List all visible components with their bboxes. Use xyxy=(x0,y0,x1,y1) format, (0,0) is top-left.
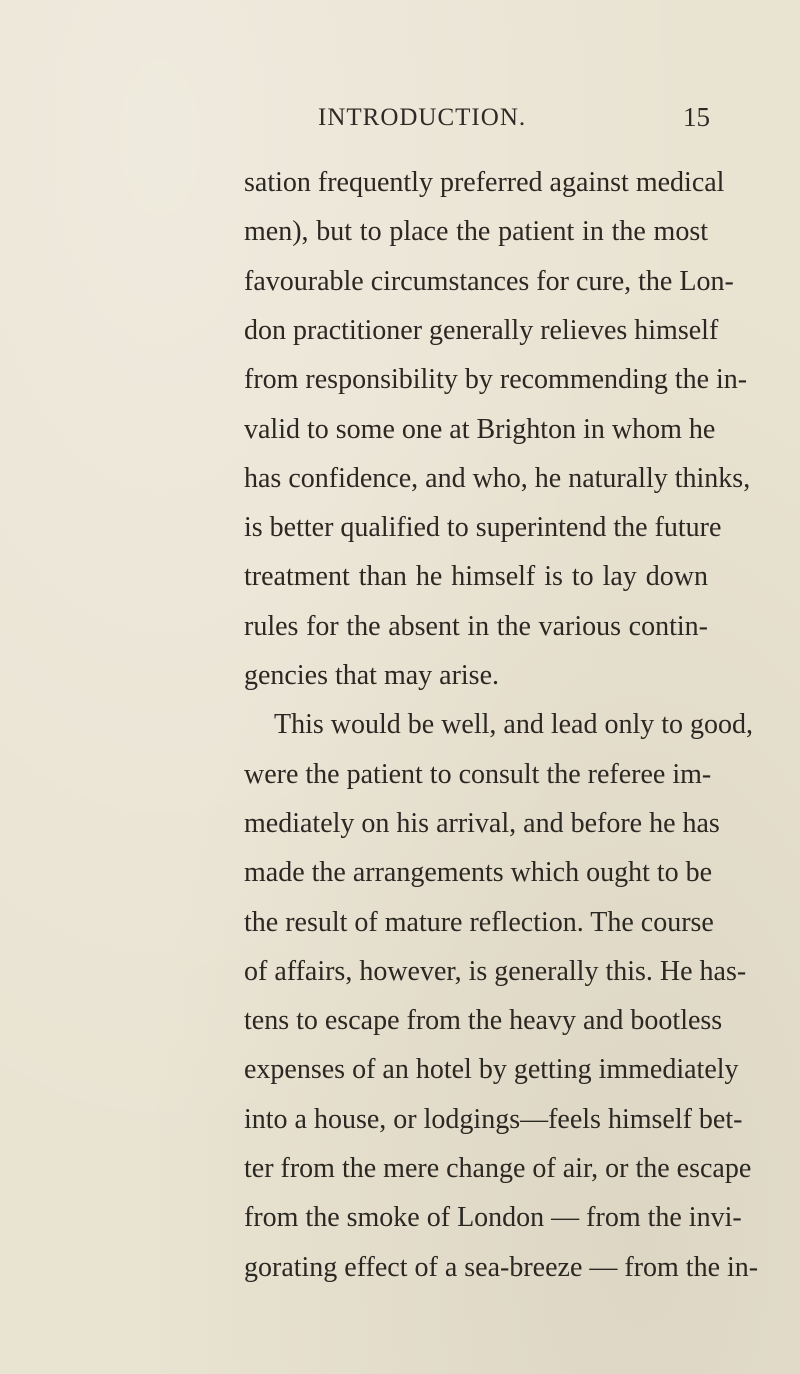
text-line: tens to escape from the heavy and bootless xyxy=(244,1005,723,1037)
text-line: made the arrangements which ought to be xyxy=(244,857,713,889)
text-line: gencies that may arise. xyxy=(244,660,500,691)
text-line: from responsibility by recommending the in- xyxy=(244,364,748,396)
text-line: men), but to place the patient in the most xyxy=(244,216,708,248)
text-line: gorating effect of a sea-breeze — from the in- xyxy=(244,1251,759,1283)
text-line: has confidence, and who, he naturally thinks, xyxy=(244,462,751,494)
text-line: don practitioner generally relieves himself xyxy=(244,314,719,346)
text-line: were the patient to consult the referee im- xyxy=(244,758,712,790)
text-line: valid to some one at Brighton in whom he xyxy=(244,413,716,445)
text-line: ter from the mere change of air, or the escape xyxy=(244,1153,752,1184)
text-line: is better qualified to superintend the future xyxy=(244,512,722,544)
page-number: 15 xyxy=(683,102,710,132)
text-line: treatment than he himself is to lay down xyxy=(244,561,708,593)
text-line: expenses of an hotel by getting immediately xyxy=(244,1054,739,1086)
text-line: mediately on his arrival, and before he has xyxy=(244,807,720,839)
text-line: into a house, or lodgings—feels himself bet- xyxy=(244,1103,743,1135)
page-header-title: INTRODUCTION. xyxy=(318,104,527,131)
text-line: of affairs, however, is generally this. He has- xyxy=(244,955,747,987)
text-line: sation frequently preferred against medical xyxy=(244,167,725,198)
text-line: from the smoke of London — from the invi- xyxy=(244,1202,742,1234)
text-line: rules for the absent in the various contin- xyxy=(244,610,708,642)
text-line: favourable circumstances for cure, the Lon- xyxy=(244,265,734,297)
text-line: This would be well, and lead only to good, xyxy=(274,709,754,741)
running-header xyxy=(0,104,800,144)
text-line: the result of mature reflection. The course xyxy=(244,906,714,938)
